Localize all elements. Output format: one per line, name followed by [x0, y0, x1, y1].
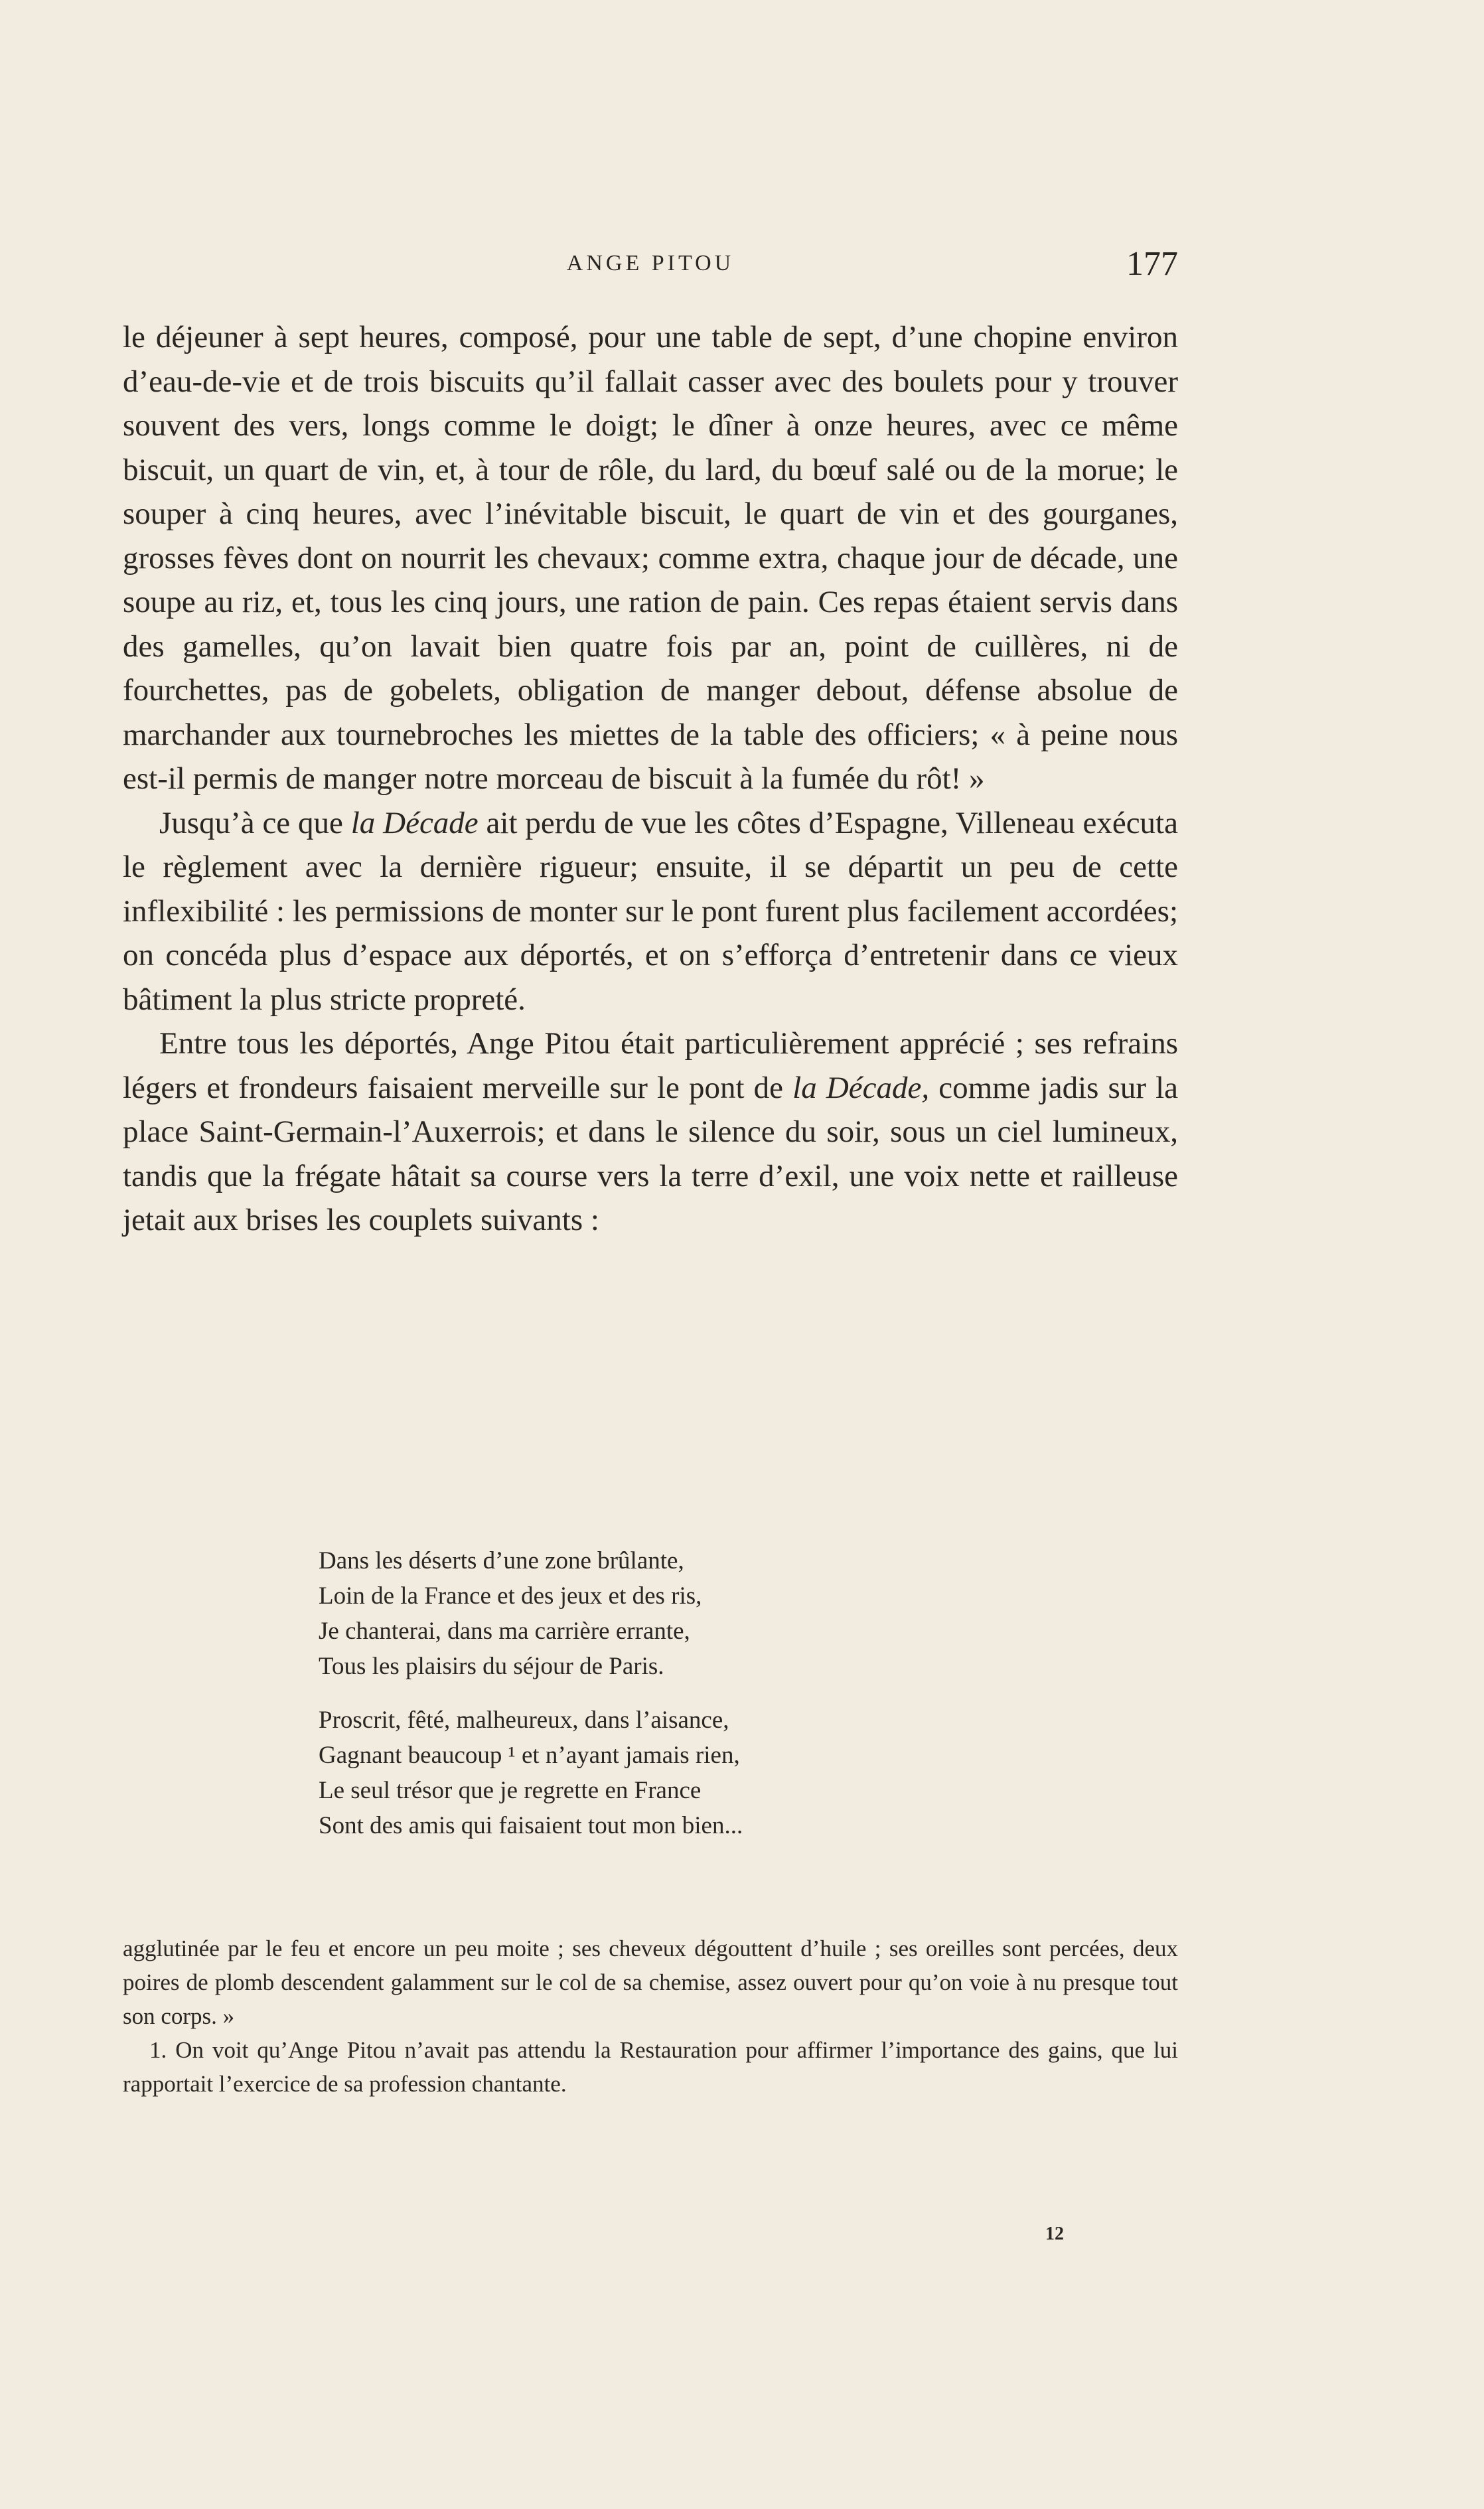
- main-text: [123, 315, 1178, 1243]
- footnote-continuation: agglutinée par le feu et encore un peu moite ; ses cheveux dégouttent d’huile ; ses oreilles sont percées, deux poires de plomb descendent galamment sur le col de sa chemise, assez ouvert pour qu’on voie à nu presque tout son corps. »: [123, 1936, 1178, 2029]
- ship-name-italic: la Décade: [350, 805, 479, 840]
- poem-stanza-1: [319, 1543, 982, 1684]
- running-title: ANGE PITOU: [566, 251, 735, 275]
- paragraph-2-start: Jusqu’à ce que: [159, 805, 351, 840]
- poem-line: Sont des amis qui faisaient tout mon bien...: [319, 1812, 743, 1839]
- poem-line: Tous les plaisirs du séjour de Paris.: [319, 1653, 664, 1680]
- page-number: 177: [1126, 245, 1178, 283]
- poem-line: Proscrit, fêté, malheureux, dans l’aisance,: [319, 1707, 729, 1734]
- poem-stanza-2: [319, 1703, 982, 1843]
- signature-mark: 12: [1045, 2224, 1064, 2244]
- poem-line: Gagnant beaucoup ¹ et n’ayant jamais rien,: [319, 1742, 740, 1769]
- poem-line: Je chanterai, dans ma carrière errante,: [319, 1618, 690, 1645]
- footnotes: [123, 1932, 1178, 2101]
- paragraph-2: [123, 801, 1178, 1022]
- paragraph-3-start: Entre tous les déportés, Ange Pitou était particulièrement apprécié ; ses refrains légers et frondeurs faisaient merveille sur le pont de: [123, 1026, 1178, 1105]
- paragraph-1: le déjeuner à sept heures, composé, pour une table de sept, d’une chopine environ d’eau-de-vie et de trois biscuits qu’il fallait casser avec des boulets pour y trouver souvent des vers, longs comme le doigt; le dîner à onze heures, avec ce même biscuit, un quart de vin, et, à tour de rôle, du lard, du bœuf salé ou de la morue; le souper à cinq heures, avec l’inévitable biscuit, le quart de vin et des gourganes, grosses fèves dont on nourrit les chevaux; comme extra, chaque jour de décade, une soupe au riz, et, tous les cinq jours, une ration de pain. Ces repas étaient servis dans des gamelles, qu’on lavait bien quatre fois par an, point de cuillères, ni de fourchettes, pas de gobelets, obligation de manger debout, défense absolue de marchander aux tournebroches les miettes de la table des officiers; « à peine nous est-il permis de manger notre morceau de biscuit à la fumée du rôt! »: [123, 320, 1178, 796]
- footnote-1: 1. On voit qu’Ange Pitou n’avait pas attendu la Restauration pour affirmer l’importance des gains, que lui rapportait l’exercice de sa profession chantante.: [123, 2037, 1178, 2097]
- poem-line: Le seul trésor que je regrette en France: [319, 1777, 702, 1804]
- poem: [319, 1543, 982, 1862]
- paragraph-2-end: ait perdu de vue les côtes d’Espagne, Villeneau exécuta le règlement avec la dernière rigueur; ensuite, il se départit un peu de cette inflexibilité : les permissions de monter sur le pont furent plus facilement accordées; on concéda plus d’espace aux déportés, et on s’efforça d’entretenir dans ce vieux bâtiment la plus stricte propreté.: [123, 805, 1178, 1017]
- ship-name-italic: la Décade,: [792, 1070, 930, 1105]
- paragraph-3-end: comme jadis sur la place Saint-Germain-l’Auxerrois; et dans le silence du soir, sous un ciel lumineux, tandis que la frégate hâtait sa course vers la terre d’exil, une voix nette et railleuse jetait aux brises les couplets suivants :: [123, 1070, 1178, 1237]
- page-header: [123, 244, 1178, 291]
- poem-line: Loin de la France et des jeux et des ris,: [319, 1582, 702, 1610]
- poem-line: Dans les déserts d’une zone brûlante,: [319, 1547, 684, 1574]
- paragraph-3: [123, 1022, 1178, 1243]
